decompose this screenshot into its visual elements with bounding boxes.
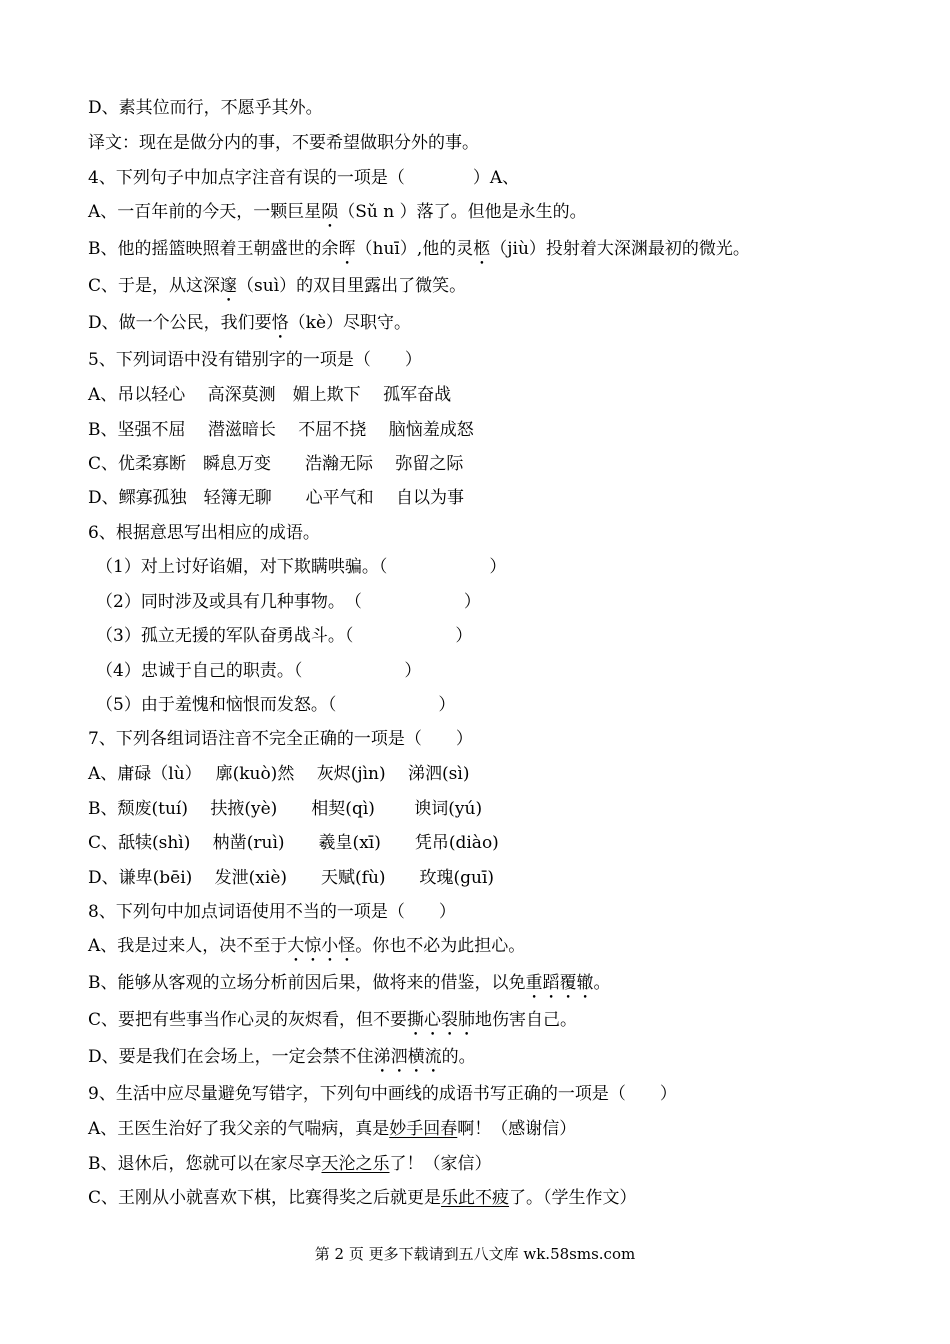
option-line: A、庸碌（lù） 廓(kuò)然 灰烬(jìn) 涕泗(sì) <box>88 764 470 784</box>
text-line: D、素其位而行，不愿乎其外。 <box>88 98 323 118</box>
option-line: D、谦卑(bēi) 发泄(xiè) 天赋(fù) 玫瑰(guī) <box>88 868 495 888</box>
sub-item: （1）对上讨好谄媚，对下欺瞒哄骗。（ ） <box>96 557 507 577</box>
option-line: C、要把有些事当作心灵的灰烬看，但不要撕心裂肺地伤害自己。 <box>88 1010 578 1030</box>
question-6-title: 6、根据意思写出相应的成语。 <box>88 523 320 543</box>
question-4-title: 4、下列句子中加点字注音有误的一项是（ ）A、 <box>88 168 520 188</box>
sub-item: （4）忠诚于自己的职责。（ ） <box>96 661 422 681</box>
option-line: C、王刚从小就喜欢下棋，比赛得奖之后就更是乐此不疲了。（学生作文） <box>88 1188 637 1208</box>
page-footer: 第 2 页 更多下载请到五八文库 wk.58sms.com <box>314 1245 636 1263</box>
option-line: C、于是，从这深邃（suì）的双目里露出了微笑。 <box>88 276 467 296</box>
option-line: D、鳏寡孤独 轻簿无聊 心平气和 自以为事 <box>88 488 465 508</box>
option-line: B、他的摇篮映照着王朝盛世的余晖（huī）,他的灵柩（jiù）投射着大深渊最初的微光。 <box>88 239 750 259</box>
sub-item: （3）孤立无援的军队奋勇战斗。（ ） <box>96 626 473 646</box>
question-5-title: 5、下列词语中没有错别字的一项是（ ） <box>88 350 422 370</box>
option-line: C、优柔寡断 瞬息万变 浩瀚无际 弥留之际 <box>88 454 464 474</box>
option-line: B、颓废(tuí) 扶掖(yè) 相契(qì) 谀词(yú) <box>88 799 483 819</box>
option-line: C、舐犊(shì) 枘凿(ruì) 羲皇(xī) 凭吊(diào) <box>88 833 499 853</box>
option-line: B、坚强不屈 潜滋暗长 不屈不挠 脑恼羞成怒 <box>88 420 474 440</box>
sub-item: （2）同时涉及或具有几种事物。 （ ） <box>96 592 481 612</box>
option-line: A、王医生治好了我父亲的气喘病，真是妙手回春啊！（感谢信） <box>88 1119 577 1139</box>
question-8-title: 8、下列句中加点词语使用不当的一项是（ ） <box>88 902 456 922</box>
option-line: A、一百年前的今天，一颗巨星陨（Sǔ n ）落了。但他是永生的。 <box>88 202 587 222</box>
option-line: B、退休后，您就可以在家尽享天沦之乐了！（家信） <box>88 1154 492 1174</box>
question-7-title: 7、下列各组词语注音不完全正确的一项是（ ） <box>88 729 473 749</box>
option-line: B、能够从客观的立场分析前因后果，做将来的借鉴，以免重蹈覆辙。 <box>88 973 611 993</box>
option-line: D、要是我们在会场上，一定会禁不住涕泗横流的。 <box>88 1047 476 1067</box>
option-line: A、我是过来人，决不至于大惊小怪。你也不必为此担心。 <box>88 936 526 956</box>
option-line: D、做一个公民，我们要恪（kè）尽职守。 <box>88 313 412 333</box>
sub-item: （5）由于羞愧和恼恨而发怒。（ ） <box>96 695 456 715</box>
text-line: 译文：现在是做分内的事，不要希望做职分外的事。 <box>88 133 479 153</box>
option-line: A、吊以轻心 高深莫测 媚上欺下 孤军奋战 <box>88 385 452 405</box>
question-9-title: 9、生活中应尽量避免写错字，下列句中画线的成语书写正确的一项是（ ） <box>88 1084 677 1104</box>
